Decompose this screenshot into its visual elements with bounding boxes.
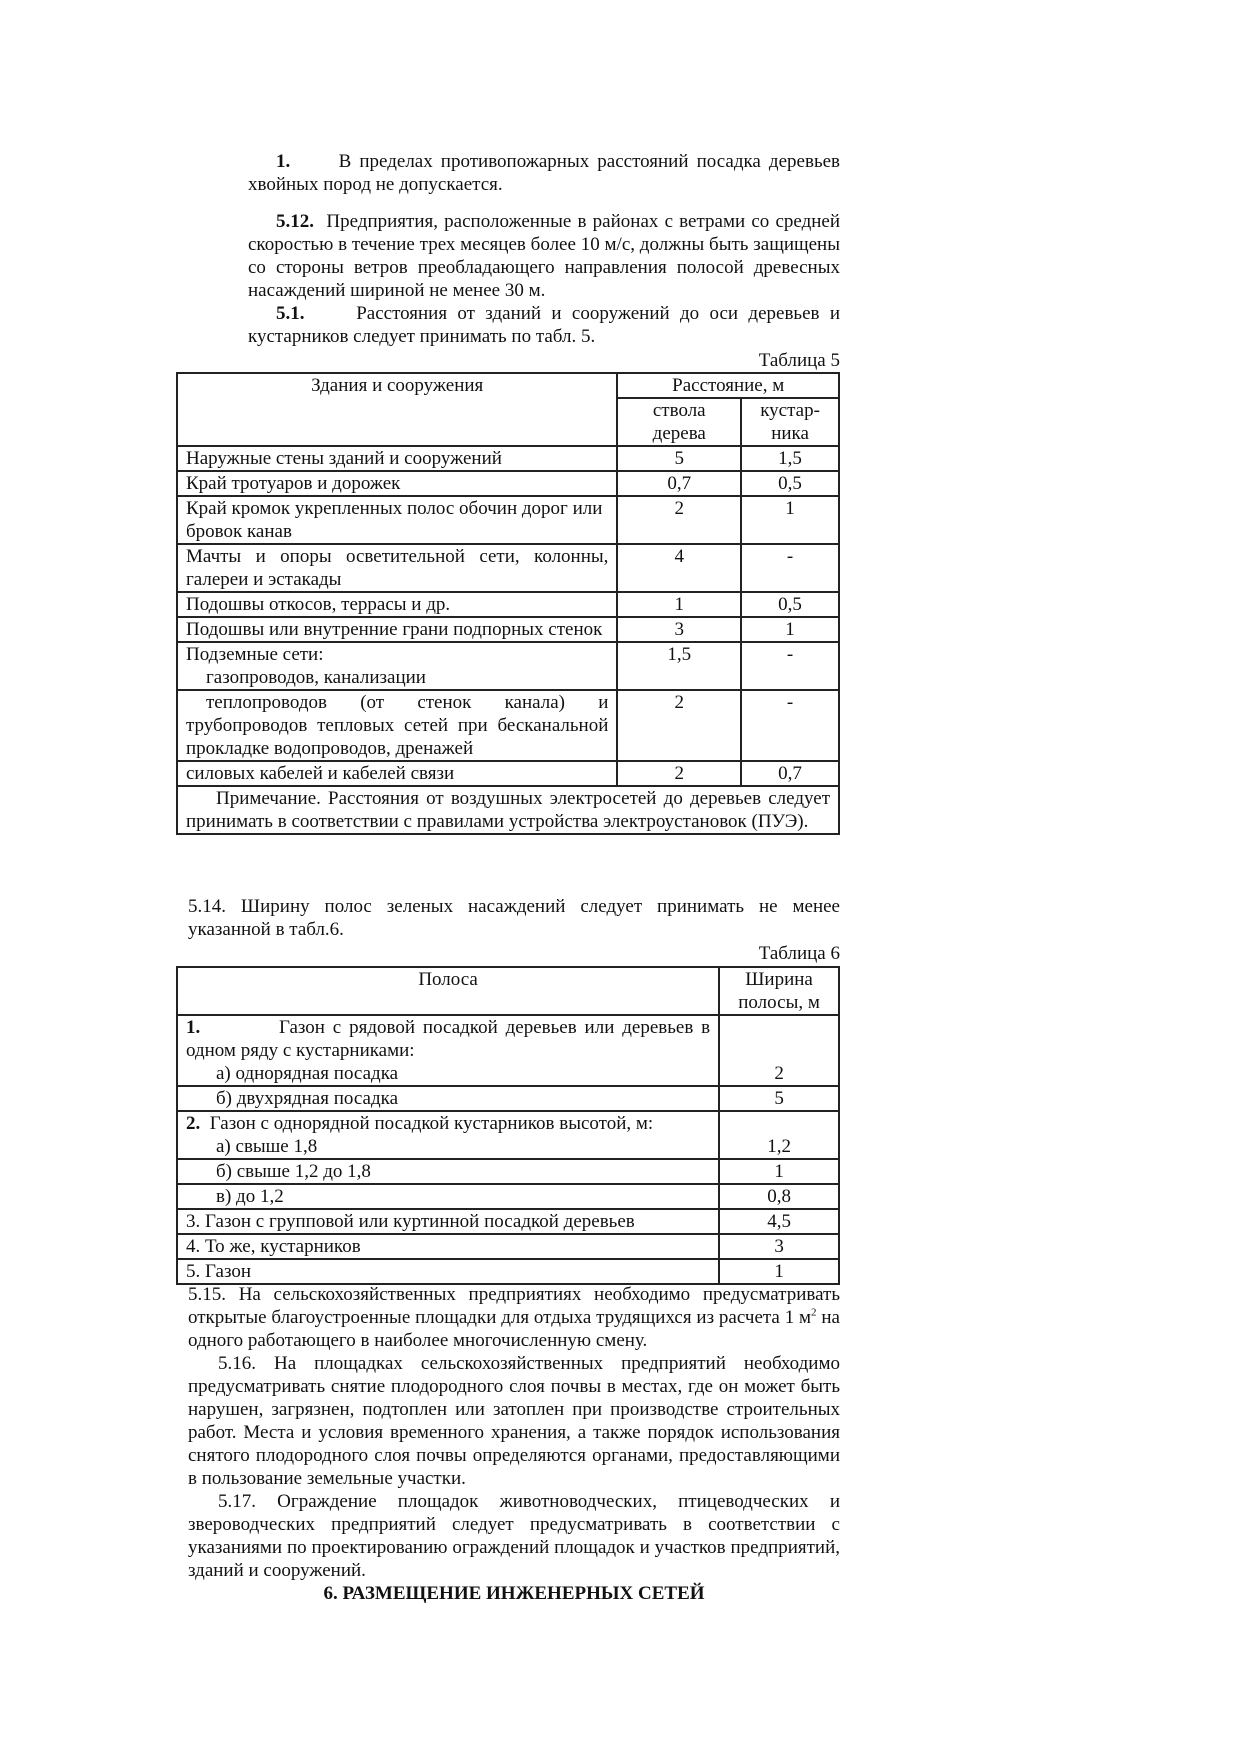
table-row xyxy=(177,1184,839,1209)
table-cell-tree: 2 xyxy=(617,690,741,761)
table-6-header-width xyxy=(719,967,839,1015)
paragraph-5-17: 5.17. Ограждение площадок животноводческих, птицеводческих и звероводческих предприятий следует предусматривать в соответствии с указаниями по проектированию ограждений площадок и участков предприятий, зданий и сооружений. xyxy=(188,1491,840,1581)
table-5-header-bush-line1: кустар- xyxy=(760,400,820,421)
table-cell-value: 1,2 xyxy=(719,1111,839,1159)
table-cell-name: 3. Газон с групповой или куртинной посадкой деревьев xyxy=(177,1209,719,1234)
table-6-row-1-number: 1. xyxy=(186,1017,201,1038)
table-6-row-1-text: Газон с рядовой посадкой деревьев или деревьев в одном ряду с кустарниками: xyxy=(186,1017,711,1061)
table-cell-tree: 4 xyxy=(617,544,741,592)
section-heading: 6. РАЗМЕЩЕНИЕ ИНЖЕНЕРНЫХ СЕТЕЙ xyxy=(323,1583,705,1604)
table-row xyxy=(177,471,839,496)
table-row xyxy=(177,617,839,642)
table-row xyxy=(177,1086,839,1111)
table-row xyxy=(177,761,839,786)
paragraph-5-15-superscript: 2 xyxy=(811,1306,817,1319)
paragraph-5-14: 5.14. Ширину полос зеленых насаждений следует принимать не менее указанной в табл.6. xyxy=(188,896,840,940)
table-row xyxy=(177,642,839,690)
table-cell-tree: 2 xyxy=(617,761,741,786)
table-cell-tree: 1 xyxy=(617,592,741,617)
table-6-row-2-number: 2. xyxy=(186,1113,201,1134)
table-6-row-1-heading xyxy=(186,1016,710,1062)
table-cell-tree: 0,7 xyxy=(617,471,741,496)
table-cell-value: 0,8 xyxy=(719,1184,839,1209)
paragraph-1-text: В пределах противопожарных расстояний посадка деревьев хвойных пород не допускается. xyxy=(248,151,841,195)
table-cell-name: Подошвы откосов, террасы и др. xyxy=(177,592,617,617)
table-cell-name: Край кромок укрепленных полос обочин дорог или бровок канав xyxy=(177,496,617,544)
table-row xyxy=(177,1259,839,1284)
table-cell-name-line2: газопроводов, канализации xyxy=(206,667,426,688)
table-cell-tree: 1,5 xyxy=(617,642,741,690)
table-6-header-width-line1: Ширина xyxy=(745,969,813,990)
table-6-row-1b: б) двухрядная посадка xyxy=(216,1088,399,1109)
table-row xyxy=(177,1111,839,1159)
table-6-row-2-text: Газон с однорядной посадкой кустарников высотой, м: xyxy=(209,1113,654,1134)
table-row xyxy=(177,1209,839,1234)
table-5-header-bush xyxy=(741,398,839,446)
table-row xyxy=(177,592,839,617)
table-5-header-tree-label: ствола дерева xyxy=(652,400,706,444)
paragraph-5-1-text: Расстояния от зданий и сооружений до оси деревьев и кустарников следует принимать по табл. 5. xyxy=(248,303,841,347)
table-cell-name: Мачты и опоры осветительной сети, колонны, галереи и эстакады xyxy=(177,544,617,592)
table-cell-bush: 1 xyxy=(741,496,839,544)
table-cell-tree: 2 xyxy=(617,496,741,544)
table-5-note: Примечание. Расстояния от воздушных электросетей до деревьев следует принимать в соответствии с правилами устройства электроустановок (ПУЭ). xyxy=(177,786,839,834)
table-5 xyxy=(176,372,840,835)
table-cell-value: 4,5 xyxy=(719,1209,839,1234)
table-cell-name: теплопроводов (от стенок канала) и трубопроводов тепловых сетей при бесканальной прокладке водопроводов, дренажей xyxy=(177,690,617,761)
table-cell-name xyxy=(177,1111,719,1159)
table-5-caption: Таблица 5 xyxy=(758,350,840,371)
paragraph-5-15 xyxy=(188,1283,840,1352)
table-cell-tree: 3 xyxy=(617,617,741,642)
table-row xyxy=(177,690,839,761)
table-5-header-structures: Здания и сооружения xyxy=(177,373,617,446)
table-6-caption: Таблица 6 xyxy=(758,943,840,964)
table-cell-name: Подошвы или внутренние грани подпорных стенок xyxy=(177,617,617,642)
table-6-row-2b: б) свыше 1,2 до 1,8 xyxy=(216,1161,371,1182)
table-6-row-2a: а) свыше 1,8 xyxy=(216,1136,318,1157)
table-row xyxy=(177,1159,839,1184)
table-6 xyxy=(176,966,840,1285)
table-cell-name xyxy=(177,1184,719,1209)
table-6-row-1a: а) однорядная посадка xyxy=(216,1063,399,1084)
paragraph-5-16: 5.16. На площадках сельскохозяйственных предприятий необходимо предусматривать снятие плодородного слоя почвы в местах, где он может быть нарушен, загрязнен, подтоплен или затоплен при производстве строительных работ. Места и условия временного хранения, а также порядок использования снятого плодородного слоя почвы определяются органами, предоставляющими в пользование земельные участки. xyxy=(188,1353,840,1489)
table-cell-name xyxy=(177,1015,719,1086)
table-cell-value: 1 xyxy=(719,1259,839,1284)
table-5-header-bush-line2: ника xyxy=(771,423,809,444)
table-5-header-distance: Расстояние, м xyxy=(617,373,839,398)
table-row xyxy=(177,496,839,544)
table-cell-value: 1 xyxy=(719,1159,839,1184)
table-cell-bush: 0,7 xyxy=(741,761,839,786)
table-cell-name: Край тротуаров и дорожек xyxy=(177,471,617,496)
table-6-header-width-line2: полосы, м xyxy=(738,992,820,1013)
table-cell-tree: 5 xyxy=(617,446,741,471)
paragraph-5-12 xyxy=(248,210,840,302)
table-cell-bush: - xyxy=(741,544,839,592)
table-cell-bush: 1,5 xyxy=(741,446,839,471)
table-cell-bush: - xyxy=(741,690,839,761)
table-6-row-2-heading xyxy=(186,1112,710,1135)
paragraph-5-1-number: 5.1. xyxy=(276,303,305,324)
table-cell-value: 5 xyxy=(719,1086,839,1111)
table-cell-value: 2 xyxy=(719,1015,839,1086)
table-cell-name xyxy=(177,1159,719,1184)
table-cell-bush: 1 xyxy=(741,617,839,642)
table-cell-name: силовых кабелей и кабелей связи xyxy=(177,761,617,786)
table-cell-bush: - xyxy=(741,642,839,690)
table-cell-bush: 0,5 xyxy=(741,471,839,496)
table-cell-bush: 0,5 xyxy=(741,592,839,617)
table-row xyxy=(177,786,839,834)
table-cell-name xyxy=(177,642,617,690)
paragraph-5-15-text-b: на одного работающего в наиболее многочисленную смену. xyxy=(188,1307,840,1351)
paragraph-5-1 xyxy=(248,302,840,348)
table-row xyxy=(177,446,839,471)
table-cell-name: 4. То же, кустарников xyxy=(177,1234,719,1259)
paragraph-5-15-text-a: 5.15. На сельскохозяйственных предприятиях необходимо предусматривать открытые благоустроенные площадки для отдыха трудящихся из расчета 1 м xyxy=(188,1284,840,1328)
table-row xyxy=(177,1234,839,1259)
table-row xyxy=(177,1015,839,1086)
paragraph-1-number: 1. xyxy=(276,151,291,172)
table-cell-name: Наружные стены зданий и сооружений xyxy=(177,446,617,471)
table-6-row-2c: в) до 1,2 xyxy=(216,1186,284,1207)
table-5-header-tree xyxy=(617,398,741,446)
paragraph-5-12-number: 5.12. xyxy=(276,211,314,232)
table-cell-name: 5. Газон xyxy=(177,1259,719,1284)
paragraph-1 xyxy=(248,150,840,196)
table-cell-name-line1: Подземные сети: xyxy=(186,644,324,665)
table-cell-value: 3 xyxy=(719,1234,839,1259)
table-6-header-strip: Полоса xyxy=(177,967,719,1015)
table-cell-name xyxy=(177,1086,719,1111)
paragraph-5-12-text: Предприятия, расположенные в районах с ветрами со средней скоростью в течение трех месяцев более 10 м/с, должны быть защищены со стороны ветров преобладающего направления полосой древесных насаждений шириной не менее 30 м. xyxy=(248,211,841,301)
table-row xyxy=(177,544,839,592)
